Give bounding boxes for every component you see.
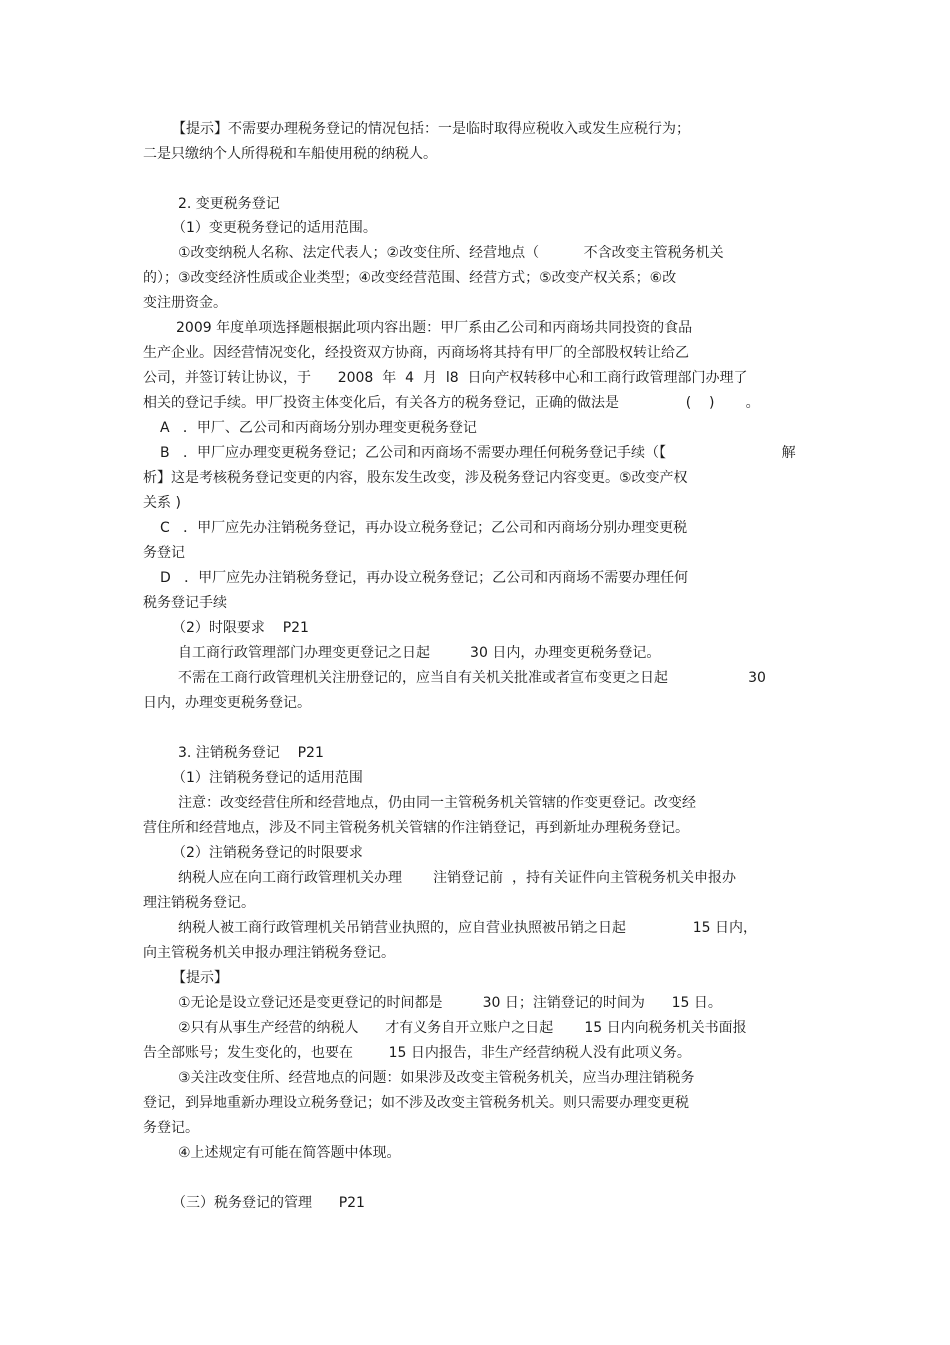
text-line: 日内，办理变更税务登记。 bbox=[143, 695, 311, 711]
text-line: 相关的登记手续。甲厂投资主体变化后，有关各方的税务登记，正确的做法是 ( ) 。 bbox=[143, 395, 760, 411]
subsection-heading: （1）注销税务登记的适用范围 bbox=[172, 770, 363, 786]
text-line: 纳税人应在向工商行政管理机关办理 注销登记前 ，持有关证件向主管税务机关申报办 bbox=[178, 870, 737, 886]
text-line: ①改变纳税人名称、法定代表人；②改变住所、经营地点（ 不含改变主管税务机关 bbox=[178, 245, 724, 261]
text-line: 纳税人被工商行政管理机关吊销营业执照的，应自营业执照被吊销之日起 15 日内， bbox=[178, 920, 758, 936]
text-line: ③关注改变住所、经营地点的问题：如果涉及改变主管税务机关，应当办理注销税务 bbox=[178, 1070, 695, 1086]
text-line: 不需在工商行政管理机关注册登记的，应当自有关机关批准或者宣布变更之日起 30 bbox=[178, 670, 766, 686]
text-line: 变注册资金。 bbox=[143, 295, 227, 311]
text-line: 的）；③改变经济性质或企业类型；④改变经营范围、经营方式；⑤改变产权关系；⑥改 bbox=[143, 270, 677, 286]
text-line: 析】这是考核税务登记变更的内容，股东发生改变，涉及税务登记内容变更。⑤改变产权 bbox=[143, 470, 688, 486]
tip-heading: 【提示】 bbox=[172, 970, 228, 986]
text-line: 税务登记手续 bbox=[143, 595, 227, 611]
text-line: 登记，到异地重新办理设立税务登记；如不涉及改变主管税务机关。则只需要办理变更税 bbox=[143, 1095, 689, 1111]
option-a: A ．甲厂、乙公司和丙商场分别办理变更税务登记 bbox=[160, 420, 477, 436]
section-heading: （三）税务登记的管理 P21 bbox=[172, 1195, 365, 1211]
option-c: C ．甲厂应先办注销税务登记，再办设立税务登记；乙公司和丙商场分别办理变更税 bbox=[160, 520, 688, 536]
text-line: 【提示】不需要办理税务登记的情况包括：一是临时取得应税收入或发生应税行为； bbox=[172, 121, 690, 137]
text-line: 关系 ) bbox=[143, 495, 181, 511]
text-line: 营住所和经营地点，涉及不同主管税务机关管辖的作注销登记，再到新址办理税务登记。 bbox=[143, 820, 689, 836]
text-line: 务登记 bbox=[143, 545, 185, 561]
section-heading: 3. 注销税务登记 P21 bbox=[178, 745, 324, 761]
text-line: 注意：改变经营住所和经营地点，仍由同一主管税务机关管辖的作变更登记。改变经 bbox=[178, 795, 696, 811]
text-line: ①无论是设立登记还是变更登记的时间都是 30 日；注销登记的时间为 15 日。 bbox=[178, 995, 722, 1011]
text-line: 告全部账号；发生变化的，也要在 15 日内报告，非生产经营纳税人没有此项义务。 bbox=[143, 1045, 691, 1061]
option-b: B ．甲厂应办理变更税务登记；乙公司和丙商场不需要办理任何税务登记手续（【 解 bbox=[160, 445, 796, 461]
text-line: 公司，并签订转让协议，于 2008 年 4 月 l8 日向产权转移中心和工商行政管理部门办理了 bbox=[143, 370, 748, 386]
subsection-heading: （1）变更税务登记的适用范围。 bbox=[172, 220, 377, 236]
text-line: 生产企业。因经营情况变化，经投资双方协商，丙商场将其持有甲厂的全部股权转让给乙 bbox=[143, 345, 689, 361]
subsection-heading: （2）时限要求 P21 bbox=[172, 620, 309, 636]
subsection-heading: （2）注销税务登记的时限要求 bbox=[172, 845, 363, 861]
text-line: 二是只缴纳个人所得税和车船使用税的纳税人。 bbox=[143, 146, 437, 162]
text-line: 理注销税务登记。 bbox=[143, 895, 255, 911]
text-line: 务登记。 bbox=[143, 1120, 199, 1136]
option-d: D ．甲厂应先办注销税务登记，再办设立税务登记；乙公司和丙商场不需要办理任何 bbox=[160, 570, 689, 586]
text-line: 向主管税务机关申报办理注销税务登记。 bbox=[143, 945, 395, 961]
text-line: 自工商行政管理部门办理变更登记之日起 30 日内，办理变更税务登记。 bbox=[178, 645, 661, 661]
text-line: ②只有从事生产经营的纳税人 才有义务自开立账户之日起 15 日内向税务机关书面报 bbox=[178, 1020, 747, 1036]
section-heading: 2. 变更税务登记 bbox=[178, 196, 280, 212]
text-line: 2009 年度单项选择题根据此项内容出题：甲厂系由乙公司和丙商场共同投资的食品 bbox=[176, 320, 693, 336]
text-line: ④上述规定有可能在简答题中体现。 bbox=[178, 1145, 401, 1161]
